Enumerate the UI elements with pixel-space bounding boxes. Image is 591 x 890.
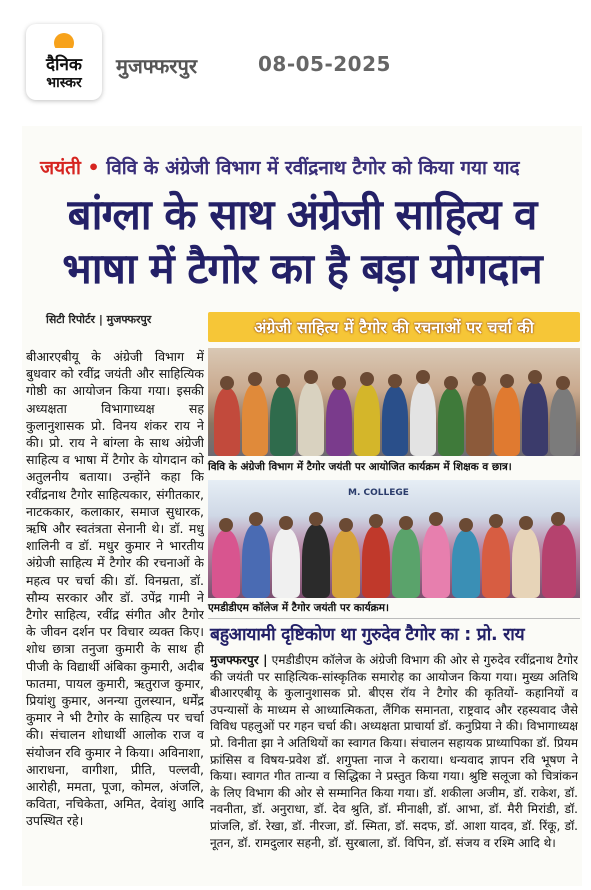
headline-line-2: भाषा में टैगोर का है बड़ा योगदान: [62, 244, 542, 293]
article-body-right-text: एमडीडीएम कॉलेज के अंग्रेजी विभाग की ओर से गुरुदेव रवींद्रनाथ टैगोर की जयंती पर साहित्यिक-सांस्कृतिक समारोह का आयोजन किया गया। मुख्य अतिथि बीआरएबीयू के कुलानुशासक प्रो. बीएस रॉय ने टैगोर की कृतियों- कहानियों व उपन्यासों के माध्यम से आध्यात्मिकता, लैंगिक समानता, राष्ट्रवाद और रहस्यवाद जैसे विविध पहलुओं पर गहन चर्चा की। अध्यक्षता प्राचार्या डॉ. कनुप्रिया ने की। विभागाध्यक्ष प्रो. विनीता झा ने अतिथियों का स्वागत किया। संचालन सहायक प्राध्यापिका डॉ. प्रियम फ्रांसिस व विषय-प्रवेश डॉ. शगुफ्ता नाज ने कराया। धन्यवाद ज्ञापन रवि भूषण ने किया। स्वागत गीत तान्या व सिद्धिका ने प्रस्तुत किया गया। श्रुष्टि सलूजा को चित्रांकन के लिए विभाग की ओर से सम्मानित किया गया। डॉ. शकीला अजीम, डॉ. राकेश, डॉ. नवनीता, डॉ. अनुराधा, डॉ. देव श्रुति, डॉ. मीनाक्षी, डॉ. आभा, डॉ. मैरी मिरांडी, डॉ. प्रांजलि, डॉ. रेखा, डॉ. नीरजा, डॉ. स्मिता, डॉ. सदफ, डॉ. आशा यादव, डॉ. रिंकू, डॉ. नूतन, डॉ. रामदुलार सहनी, डॉ. सुरबाला, डॉ. विपिन, डॉ. संजय व रश्मि आदि थे।: [210, 653, 578, 850]
kicker: [40, 154, 520, 180]
divider: [208, 618, 580, 619]
newspaper-clipping: [22, 126, 582, 886]
subheadline: बहुआयामी दृष्टिकोण था गुरुदेव टैगोर का : प्रो. राय: [210, 625, 525, 645]
group-photo-department: [208, 348, 580, 456]
dainik-bhaskar-logo[interactable]: [26, 24, 102, 100]
group-photo-college: [208, 480, 580, 598]
kicker-text: विवि के अंग्रेजी विभाग में रवींद्रनाथ टैगोर को किया गया याद: [106, 157, 520, 179]
kicker-label: जयंती: [40, 157, 81, 179]
banner: [208, 312, 580, 342]
headline-line-1: बांग्ला के साथ अंग्रेजी साहित्य व: [67, 190, 537, 239]
article-body-left: बीआरएबीयू के अंग्रेजी विभाग में बुधवार को रवींद्र जयंती और साहित्यिक गोष्ठी का आयोजन किया गया। इसकी अध्यक्षता विभागाध्यक्ष सह कुलानुशासक प्रो. विनय शंकर राय ने की। प्रो. राय ने बांग्ला के साथ अंग्रेजी साहित्य व भाषा में टैगोर के योगदान को अतुलनीय बताया। उन्होंने कहा कि रवींद्रनाथ टैगोर साहित्यकार, संगीतकार, नाटककार, कलाकार, समाज सुधारक, ऋषि और स्वतंत्रता सेनानी थे। डॉ. मधु शालिनी व डॉ. मधुर कुमार ने भारतीय अंग्रेजी साहित्य में टैगोर की रचनाओं के महत्व पर चर्चा की। डॉ. विनम्रता, डॉ. सौम्य सरकार और डॉ. उपेंद्र गामी ने टैगोर साहित्य, रवींद्र संगीत और टैगोर के जीवन दर्शन पर विचार व्यक्त किए। शोध छात्रा तनुजा कुमारी के साथ ही पीजी के विद्यार्थी अंबिका कुमारी, अदीब फातमा, पायल कुमारी, ऋतुराज कुमार, प्रियांशु कुमार, अनन्या तुलस्यान, धर्मेंद्र कुमार ने भी टैगोर के साहित्य पर चर्चा की। संचालन शोधार्थी आलोक राज व संयोजन रवि कुमार ने किया। अविनाशा, आराधना, वागीशा, प्रीति, पल्लवी, आरोही, ममता, पूजा, कोमल, अंजलि, कविता, नचिकेता, अमित, देवांशु आदि उपस्थित रहे।: [26, 349, 204, 829]
edition-date: 08-05-2025: [258, 52, 391, 76]
photo1-caption: विवि के अंग्रेजी विभाग में टैगोर जयंती पर आयोजित कार्यक्रम में शिक्षक व छात्र।: [208, 461, 512, 473]
college-sign: M. COLLEGE: [348, 488, 409, 498]
edition-city: मुजफ्फरपुर: [116, 54, 197, 78]
logo-line1: दैनिक: [46, 55, 82, 75]
photo2-caption: एमडीडीएम कॉलेज में टैगोर जयंती पर कार्यक्रम।: [208, 602, 390, 614]
banner-text: अंग्रेजी साहित्य में टैगोर की रचनाओं पर चर्चा की: [254, 318, 534, 337]
app-header: [0, 0, 591, 118]
headline: [26, 188, 578, 296]
article-body-right: [210, 652, 578, 888]
byline: सिटी रिपोर्टर | मुजफ्फरपुर: [46, 313, 152, 326]
kicker-separator: •: [87, 157, 100, 179]
logo-line2: भास्कर: [46, 75, 82, 91]
dateline: मुजफ्फरपुर |: [210, 653, 268, 667]
